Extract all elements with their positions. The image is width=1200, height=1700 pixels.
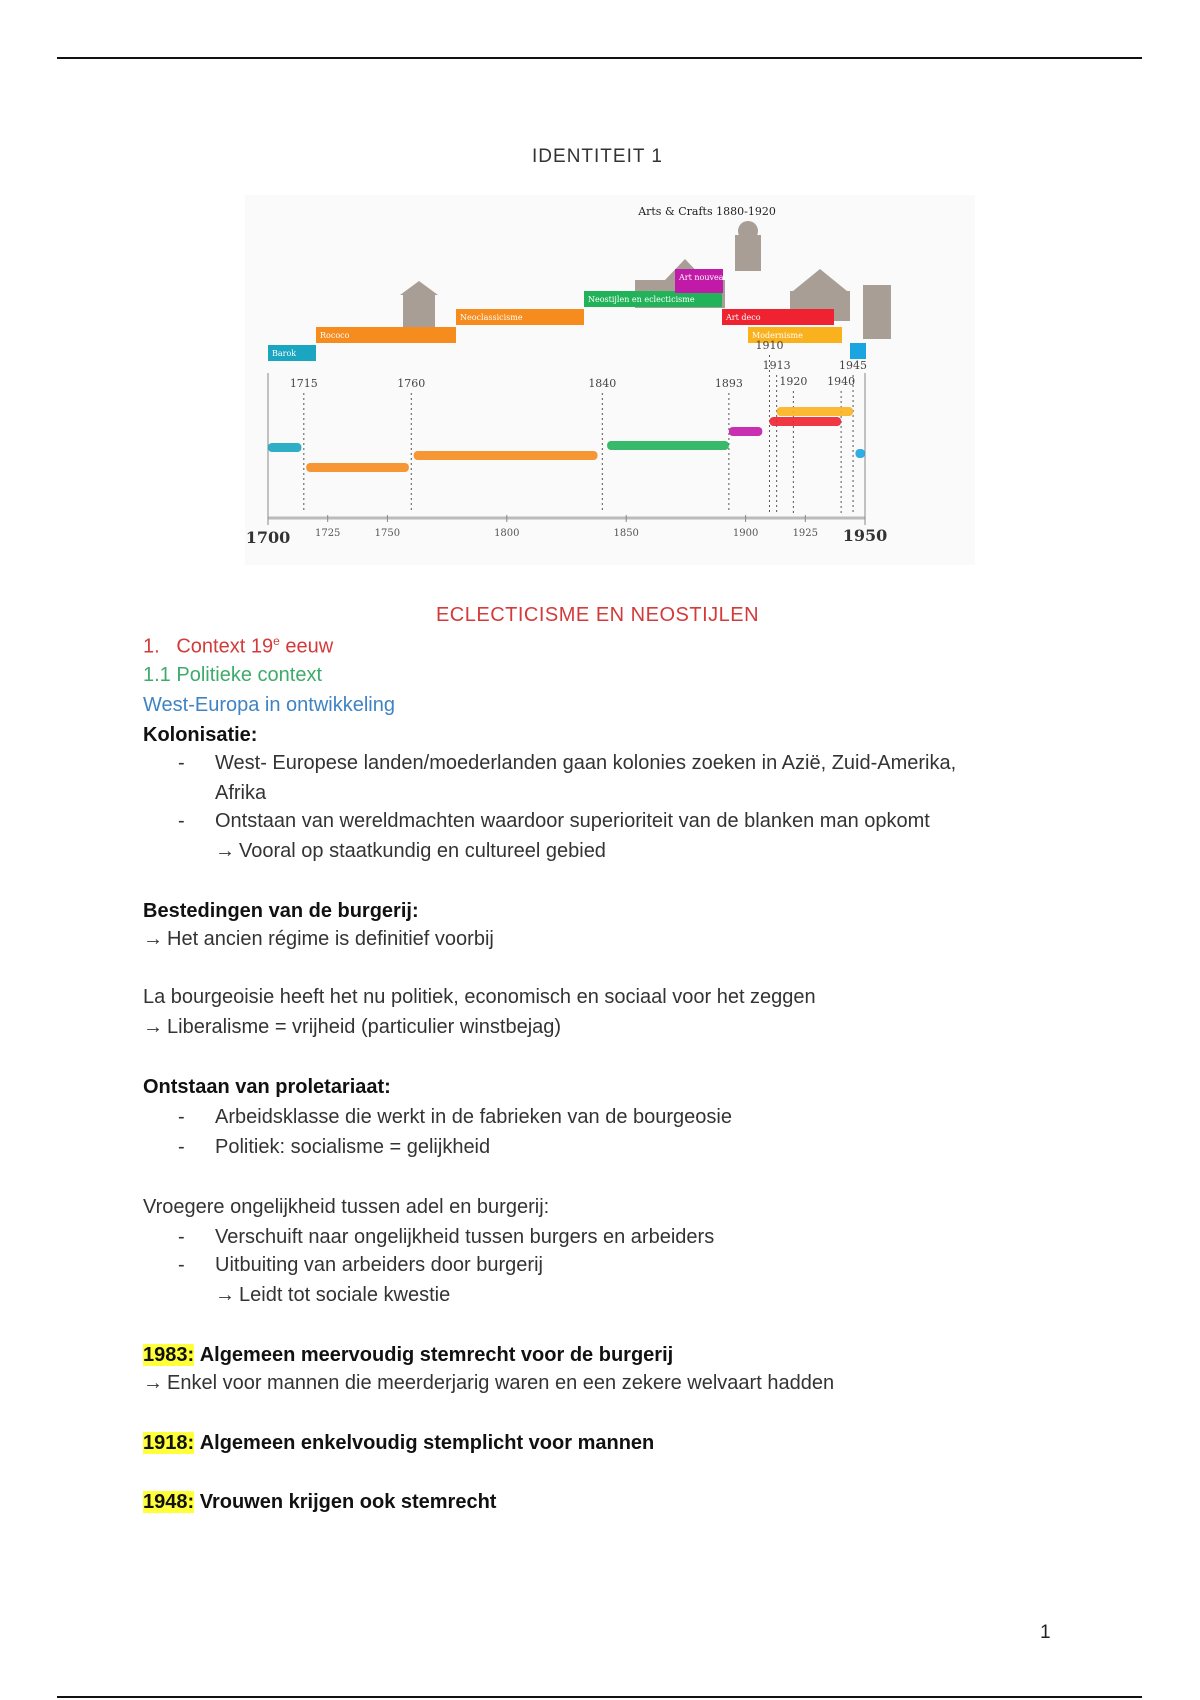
arrow-line	[143, 1016, 561, 1039]
date-highlight: 1983:	[143, 1344, 195, 1366]
style-bar-label: Neostijlen en eclecticisme	[588, 295, 695, 304]
style-bar-marker	[850, 343, 866, 359]
list-item-text: Arbeidsklasse die werkt in de fabrieken van de bourgeosie	[215, 1106, 732, 1128]
bourgeoisie-paragraph: La bourgeoisie heeft het nu politiek, economisch en sociaal voor het zeggen	[143, 986, 816, 1008]
period-band	[306, 463, 409, 472]
style-bar-label: Barok	[272, 349, 297, 358]
arrow-icon: →	[143, 928, 163, 950]
axis-tick-label: 1850	[613, 528, 639, 539]
list-item-text: Politiek: socialisme = gelijkheid	[215, 1136, 491, 1158]
dash-bullet: -	[178, 1254, 185, 1276]
dash-bullet: -	[178, 1226, 185, 1248]
arrow-text: Het ancien régime is definitief voorbij	[167, 928, 494, 950]
date-text: Algemeen enkelvoudig stemplicht voor mannen	[199, 1432, 655, 1454]
period-band	[268, 443, 301, 452]
marker-label: 1910	[755, 339, 784, 352]
arrow-text: Enkel voor mannen die meerderjarig waren en een zekere welvaart hadden	[167, 1372, 835, 1394]
heading-1-text: Context 19	[176, 635, 274, 658]
marker-label: 1840	[588, 377, 617, 390]
axis-tick-label: 1725	[314, 528, 341, 539]
date-highlight: 1918:	[143, 1432, 195, 1454]
page-title: IDENTITEIT 1	[532, 146, 663, 167]
date-text: Vrouwen krijgen ook stemrecht	[199, 1491, 497, 1513]
dash-bullet: -	[178, 1136, 185, 1158]
section-heading: ECLECTICISME EN NEOSTIJLEN	[435, 604, 760, 626]
marker-label: 1913	[762, 359, 791, 372]
style-bar-label: Art nouveau	[679, 273, 729, 282]
heading-1	[143, 634, 333, 659]
date-entry-1948	[143, 1491, 496, 1514]
period-band	[855, 449, 865, 458]
list-item-text: West- Europese landen/moederlanden gaan kolonies zoeken in Azië, Zuid-Amerika,	[215, 752, 957, 774]
timeline-caption: Arts & Crafts 1880-1920	[638, 205, 776, 218]
list-item-text: Ontstaan van wereldmachten waardoor superioriteit van de blanken man opkomt	[215, 810, 930, 832]
list-item-text: Afrika	[215, 782, 267, 804]
period-band	[769, 417, 841, 426]
axis-tick-label: 1800	[494, 528, 520, 539]
style-timeline-figure	[245, 195, 975, 565]
kolonisatie-heading: Kolonisatie:	[143, 724, 258, 746]
proletariaat-heading: Ontstaan van proletariaat:	[143, 1076, 391, 1098]
date-entry-1983	[143, 1344, 673, 1367]
arrow-text: Vooral op staatkundig en cultureel gebied	[239, 840, 606, 862]
arrow-text: Liberalisme = vrijheid (particulier winstbejag)	[167, 1016, 562, 1038]
style-bar-label: Neoclassicisme	[460, 313, 523, 322]
axis-start-label: 1700	[245, 528, 291, 547]
page-number: 1	[1040, 1622, 1051, 1643]
marker-label: 1715	[289, 377, 318, 390]
list-item-text: Verschuift naar ongelijkheid tussen burgers en arbeiders	[215, 1226, 715, 1248]
period-band	[729, 427, 762, 436]
heading-subtopic: West-Europa in ontwikkeling	[143, 694, 395, 716]
axis-tick-label: 1925	[792, 528, 819, 539]
axis-tick-label: 1900	[732, 528, 759, 539]
arrow-icon: →	[215, 840, 235, 862]
arrow-line	[143, 1372, 834, 1395]
marker-label: 1945	[839, 359, 868, 372]
marker-label: 1920	[779, 375, 808, 388]
axis-end-label: 1950	[842, 526, 888, 545]
marker-label: 1760	[397, 377, 426, 390]
dash-bullet: -	[178, 752, 185, 774]
arrow-icon: →	[143, 1016, 163, 1038]
marker-label: 1893	[714, 377, 743, 390]
dash-bullet: -	[178, 1106, 185, 1128]
arrow-icon: →	[215, 1284, 235, 1306]
arrow-line	[143, 928, 494, 951]
footer-rule	[57, 1696, 1142, 1698]
style-bar-label: Rococo	[320, 331, 350, 340]
heading-1-sup: e	[273, 634, 280, 648]
header-rule	[57, 57, 1142, 59]
bestedingen-heading: Bestedingen van de burgerij:	[143, 900, 419, 922]
date-text: Algemeen meervoudig stemrecht voor de burgerij	[199, 1344, 674, 1366]
dash-bullet: -	[178, 810, 185, 832]
list-item-text: Uitbuiting van arbeiders door burgerij	[215, 1254, 543, 1276]
style-bar-label: Art deco	[726, 313, 761, 322]
heading-1-number: 1.	[143, 635, 160, 658]
date-entry-1918	[143, 1432, 654, 1455]
period-band	[607, 441, 729, 450]
date-highlight: 1948:	[143, 1491, 195, 1513]
period-band	[414, 451, 598, 460]
axis-tick-label: 1750	[374, 528, 401, 539]
heading-1-text-after: eeuw	[279, 635, 334, 658]
arrow-text: Leidt tot sociale kwestie	[239, 1284, 451, 1306]
ongelijkheid-intro: Vroegere ongelijkheid tussen adel en burgerij:	[143, 1196, 550, 1218]
heading-1-1: 1.1 Politieke context	[143, 664, 322, 686]
marker-label: 1940	[827, 375, 856, 388]
style-bar-label: Modernisme	[752, 331, 803, 340]
period-band	[777, 407, 853, 416]
arrow-icon: →	[143, 1372, 163, 1394]
